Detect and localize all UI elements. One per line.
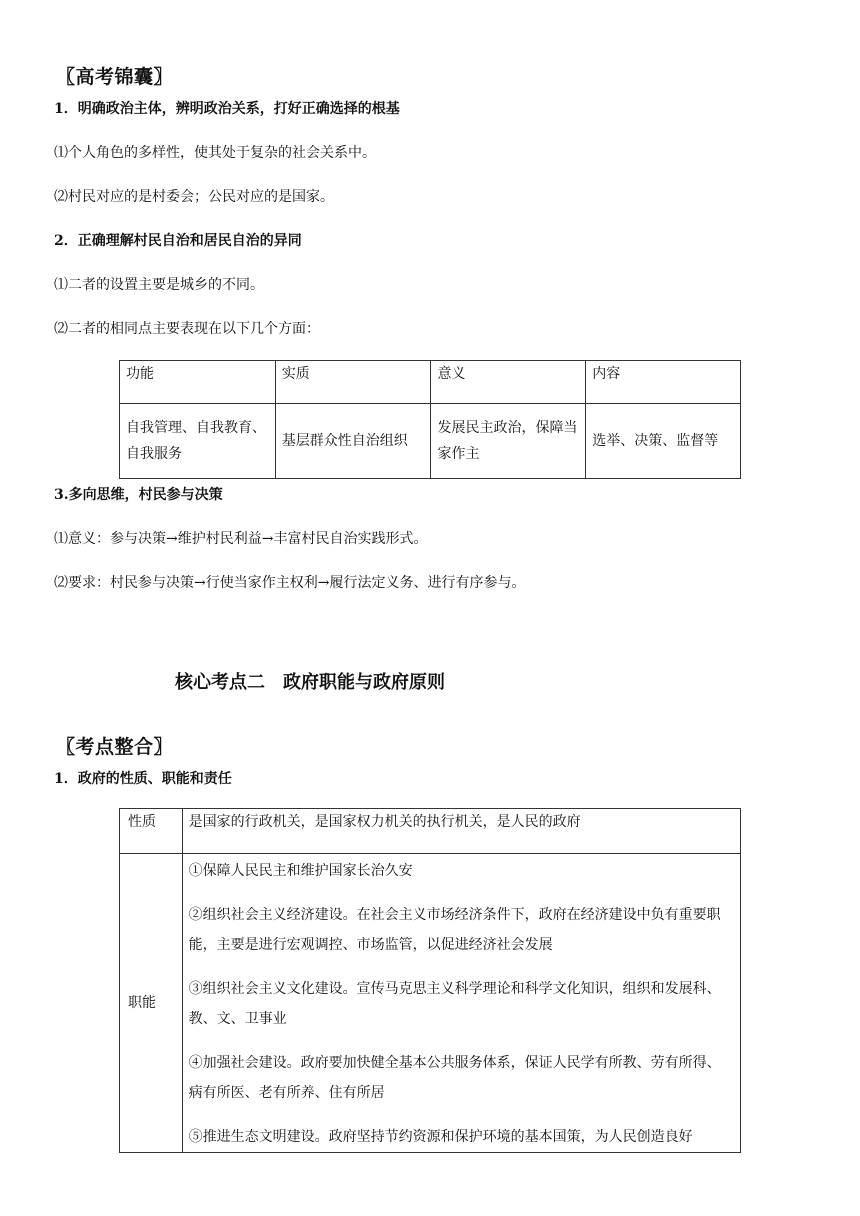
point-3-title: 3.多向思维，村民参与决策 — [54, 487, 223, 503]
table-row-functions — [120, 854, 741, 1153]
point-3-item-a: ⑴意义：参与决策→维护村民利益→丰富村民自治实践形式。 — [54, 531, 428, 547]
table-header-cell: 实质 — [275, 361, 431, 404]
function-item: ③组织社会主义文化建设。宣传马克思主义科学理论和科学文化知识，组织和发展科、教、文、卫事业 — [188, 981, 721, 1027]
table-cell: 自我管理、自我教育、自我服务 — [120, 404, 276, 479]
table-header-cell: 功能 — [120, 361, 276, 404]
table-cell: 发展民主政治，保障当家作主 — [431, 404, 586, 479]
nature-label: 性质 — [120, 809, 183, 854]
comparison-table — [119, 360, 741, 479]
nature-text: 是国家的行政机关，是国家权力机关的执行机关，是人民的政府 — [182, 809, 740, 854]
function-item: ④加强社会建设。政府要加快健全基本公共服务体系，保证人民学有所教、劳有所得、病有所医、老有所养、住有所居 — [188, 1055, 721, 1101]
government-table — [119, 808, 741, 1153]
function-item: ②组织社会主义经济建设。在社会主义市场经济条件下，政府在经济建设中负有重要职能，主要是进行宏观调控、市场监管，以促进经济社会发展 — [188, 907, 721, 953]
section-heading-kaodian: 〖考点整合〗 — [56, 736, 174, 758]
table-header-row — [120, 361, 741, 404]
core-section-title: 核心考点二 政府职能与政府原则 — [175, 672, 445, 693]
functions-label-text: 职能 — [128, 995, 156, 1011]
table-header-cell: 意义 — [431, 361, 586, 404]
point-2-item-a: ⑴二者的设置主要是城乡的不同。 — [54, 277, 264, 293]
point-2-item-b: ⑵二者的相同点主要表现在以下几个方面： — [54, 321, 320, 337]
functions-label — [120, 854, 183, 1153]
functions-list — [182, 854, 740, 1153]
function-item: ⑤推进生态文明建设。政府坚持节约资源和保护环境的基本国策，为人民创造良好 — [188, 1129, 693, 1145]
function-item: ①保障人民民主和维护国家长治久安 — [188, 863, 413, 879]
table-header-cell: 内容 — [586, 361, 741, 404]
point-3-item-b: ⑵要求：村民参与决策→行使当家作主权利→履行法定义务、进行有序参与。 — [54, 575, 526, 591]
table-cell: 基层群众性自治组织 — [275, 404, 431, 479]
point-2-title: 2．正确理解村民自治和居民自治的异同 — [54, 233, 302, 249]
table-row — [120, 404, 741, 479]
point-1-item-b: ⑵村民对应的是村委会；公民对应的是国家。 — [54, 189, 334, 205]
table-cell: 选举、决策、监督等 — [586, 404, 741, 479]
point-1-item-a: ⑴个人角色的多样性，使其处于复杂的社会关系中。 — [54, 145, 376, 161]
point-1-title: 1．明确政治主体，辨明政治关系，打好正确选择的根基 — [54, 101, 400, 117]
table-row-nature — [120, 809, 741, 854]
section-heading-gaokao: 〖高考锦囊〗 — [56, 66, 174, 88]
question-1-title: 1．政府的性质、职能和责任 — [54, 771, 232, 787]
